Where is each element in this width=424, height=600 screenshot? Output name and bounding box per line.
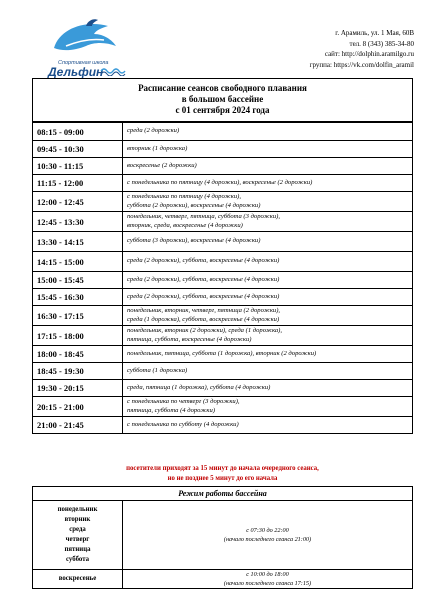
session-days <box>123 232 412 251</box>
session-days-line: с понедельника по субботу (4 дорожки) <box>127 420 239 428</box>
session-days-line: с понедельника по пятницу (4 дорожки), <box>127 193 241 200</box>
session-days-line: понедельник, вторник, четверг, пятница (2 дорожки), <box>127 307 281 314</box>
schedule-row <box>33 251 412 271</box>
school-logo <box>46 16 136 79</box>
hours-time-line: с 07:30 до 22:00 <box>246 527 289 534</box>
session-days <box>123 141 412 157</box>
schedule-table <box>32 78 413 434</box>
schedule-row <box>33 345 412 362</box>
session-time: 15:00 - 15:45 <box>33 272 123 288</box>
hours-time-line: (начало последнего сеанса 21:00) <box>223 536 312 543</box>
session-days-line: воскресенье (2 дорожки) <box>127 161 197 169</box>
dolphin-icon <box>46 16 136 64</box>
schedule-row <box>33 325 412 345</box>
wave-icon <box>100 66 130 76</box>
session-days-line: суббота (1 дорожка) <box>127 366 188 374</box>
session-time: 16:30 - 17:15 <box>33 306 123 325</box>
session-days <box>123 306 412 325</box>
hours-days <box>33 501 123 569</box>
hours-time-line: (начало последнего сеанса 17:15) <box>223 580 312 587</box>
schedule-row <box>33 231 412 251</box>
session-days-line: пятница, суббота, воскресенье (4 дорожки) <box>127 335 252 343</box>
session-days-line: понедельник, четверг, пятница, суббота (3 дорожки), <box>127 213 280 220</box>
hours-row <box>33 501 412 569</box>
session-time: 13:30 - 14:15 <box>33 232 123 251</box>
schedule-row <box>33 379 412 396</box>
session-time: 18:45 - 19:30 <box>33 363 123 379</box>
session-days-line: вторник, среда, воскресенье (4 дорожки) <box>127 221 243 229</box>
session-days <box>123 417 412 433</box>
session-days-line: понедельник, вторник (2 дорожки), среда (1 дорожка), <box>127 327 283 334</box>
session-days <box>123 346 412 362</box>
session-days-line: среда, пятница (1 дорожка), суббота (4 дорожки) <box>127 383 271 391</box>
hours-time-line: с 10:00 до 18:00 <box>246 571 289 578</box>
schedule-row <box>33 140 412 157</box>
session-days-line: среда (2 дорожки) <box>127 127 180 135</box>
schedule-row <box>33 396 412 416</box>
schedule-row <box>33 157 412 174</box>
session-days-line: вторник (1 дорожка) <box>127 144 188 152</box>
session-days-line: среда (2 дорожки), суббота, воскресенье (4 дорожки) <box>127 292 280 300</box>
hours-day: понедельник <box>57 506 98 513</box>
vk-group: группа: https://vk.com/dolfin_aramil <box>309 60 414 69</box>
session-time: 19:30 - 20:15 <box>33 380 123 396</box>
session-days <box>123 363 412 379</box>
address: г. Арамиль, ул. 1 Мая, 60В <box>335 29 414 37</box>
pool-hours-table <box>32 486 413 589</box>
hours-time <box>123 501 412 569</box>
session-time: 21:00 - 21:45 <box>33 417 123 433</box>
session-time: 09:45 - 10:30 <box>33 141 123 157</box>
pool-hours-title: Режим работы бассейна <box>33 487 412 501</box>
schedule-row <box>33 211 412 231</box>
session-time: 18:00 - 18:45 <box>33 346 123 362</box>
session-days <box>123 212 412 231</box>
hours-day: воскресенье <box>58 575 97 582</box>
session-days-line: с понедельника по пятницу (4 дорожки), воскресенье (2 дорожки) <box>127 178 313 186</box>
hours-day: суббота <box>65 556 90 563</box>
session-days <box>123 272 412 288</box>
schedule-row <box>33 191 412 211</box>
schedule-row <box>33 416 412 433</box>
session-days-line: суббота (2 дорожки), воскресенье (4 дорожки) <box>127 201 261 209</box>
hours-day: пятница <box>64 546 91 553</box>
schedule-row <box>33 174 412 191</box>
schedule-row <box>33 123 412 140</box>
phone: тел. 8 (343) 385-34-80 <box>349 39 414 48</box>
arrival-notice: посетители приходят за 15 минут до начала очередного сеанса, но не позднее 5 минут до его начала <box>126 465 319 482</box>
session-time: 10:30 - 11:15 <box>33 158 123 174</box>
hours-day: вторник <box>64 516 91 523</box>
session-days-line: суббота (3 дорожки), воскресенье (4 дорожки) <box>127 237 261 245</box>
session-days <box>123 192 412 211</box>
schedule-title: Расписание сеансов свободного плавания в большом бассейне с 01 сентября 2024 года <box>33 79 412 123</box>
session-days <box>123 158 412 174</box>
session-days-line: среда (2 дорожки), суббота, воскресенье (4 дорожки) <box>127 257 280 265</box>
session-days-line: пятница, суббота (4 дорожки) <box>127 406 216 414</box>
session-time: 17:15 - 18:00 <box>33 326 123 345</box>
session-days <box>123 175 412 191</box>
session-days-line: среда (2 дорожки), суббота, воскресенье (4 дорожки) <box>127 275 280 283</box>
schedule-row <box>33 362 412 379</box>
session-time: 12:45 - 13:30 <box>33 212 123 231</box>
session-days-line: понедельник, пятница, суббота (1 дорожка), вторник (2 дорожки) <box>127 349 317 357</box>
schedule-row <box>33 305 412 325</box>
session-days-line: с понедельника по четверг (3 дорожки), <box>127 398 240 405</box>
session-time: 11:15 - 12:00 <box>33 175 123 191</box>
contact-info <box>214 28 414 70</box>
logo-subtitle: Спортивная школа <box>58 60 109 66</box>
session-time: 20:15 - 21:00 <box>33 397 123 416</box>
session-time: 12:00 - 12:45 <box>33 192 123 211</box>
hours-row <box>33 569 412 588</box>
schedule-row <box>33 288 412 305</box>
session-days <box>123 326 412 345</box>
session-time: 14:15 - 15:00 <box>33 252 123 271</box>
session-time: 15:45 - 16:30 <box>33 289 123 305</box>
hours-days <box>33 570 123 588</box>
schedule-row <box>33 271 412 288</box>
session-days <box>123 123 412 140</box>
session-days-line: среда (1 дорожка), суббота, воскресенье (4 дорожки) <box>127 315 280 323</box>
session-time: 08:15 - 09:00 <box>33 123 123 140</box>
session-days <box>123 380 412 396</box>
session-days <box>123 289 412 305</box>
hours-day: четверг <box>65 536 90 543</box>
session-days <box>123 252 412 271</box>
session-days <box>123 397 412 416</box>
hours-time <box>123 570 412 588</box>
website: сайт: http://dolphin.aramilgo.ru <box>324 50 414 58</box>
logo-name: Дельфин <box>48 65 104 79</box>
hours-day: среда <box>69 526 86 533</box>
